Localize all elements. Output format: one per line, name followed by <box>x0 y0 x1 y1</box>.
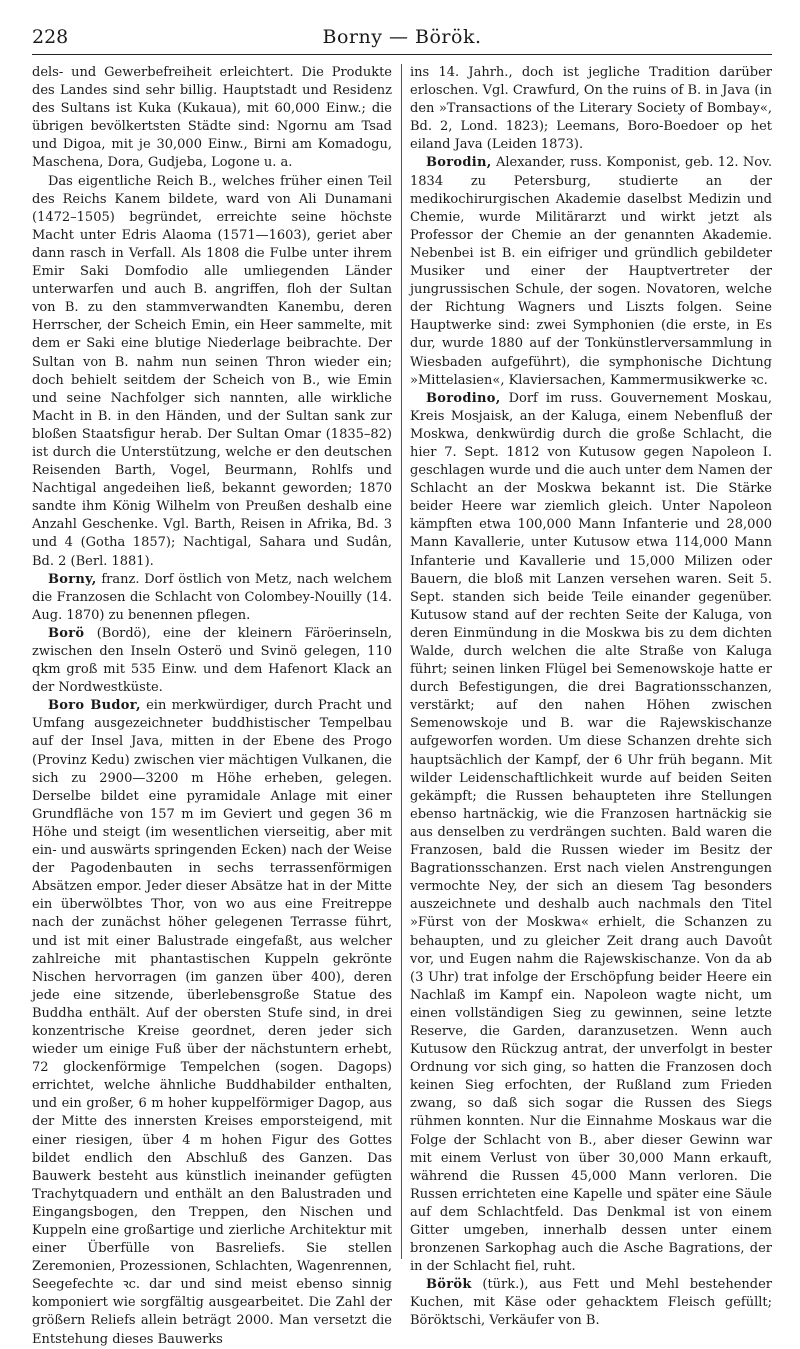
paragraph-history: Das eigentliche Reich B., welches früher einen Teil des Reichs Kanem bildete, ward von Ali Dunamani (1472–1505) begründet, erreichte seine höchste Macht unter Edris Alaoma (1571—1603), geriet aber dann rasch in Verfall. Als 1808 die Fulbe unter ihrem Emir Saki Domfodio alle umliegenden Länder unterwarfen und auch B. angriffen, floh der Sultan von B. zu den stammverwandten Kanembu, deren Herrscher, der Scheich Emin, ein Heer sammelte, mit dem er Saki eine blutige Niederlage beibrachte. Der Sultan von B. nahm nun seinen Thron wieder ein; doch behielt seitdem der Scheich von B., wie Emin und seine Nachfolger sich nannten, alle wirkliche Macht in B. in den Händen, und der Sultan sank zur bloßen Staatsfigur herab. Der Sultan Omar (1835–82) ist durch die Unterstützung, welche er den deutschen Reisenden Barth, Vogel, Beurmann, Rohlfs und Nachtigal angedeihen ließ, bekannt geworden; 1870 sandte ihm König Wilhelm von Preußen deshalb eine Anzahl Geschenke. Vgl. Barth, Reisen in Afrika, Bd. 3 und 4 (Gotha 1857); Nachtigal, Sahara und Sudân, Bd. 2 (Berl. 1881). <box>32 173 392 569</box>
entry-headword: Boro Budor, <box>48 698 141 714</box>
entry-boeroek <box>410 1276 772 1330</box>
column-divider <box>401 64 402 1259</box>
entry-headword: Borodin, <box>426 155 492 171</box>
entry-boro-budor <box>32 697 392 1348</box>
entry-boroe <box>32 625 392 697</box>
entry-body: Dorf im russ. Gouvernement Moskau, Kreis Mosjaisk, an der Kaluga, einem Nebenfluß der Moskwa, denkwürdig durch die große Schlacht, die hier 7. Sept. 1812 von Kutusow gegen Napoleon I. geschlagen wurde und die auch unter dem Namen der Schlacht an der Moskwa bekannt ist. Die Stärke beider Heere war ziemlich gleich. Unter Napoleon kämpften etwa 100,000 Mann Infanterie und 28,000 Mann Kavallerie, unter Kutusow etwa 114,000 Mann Infanterie und Kavallerie und 15,000 Milizen oder Bauern, die bloß mit Lanzen versehen waren. Seit 5. Sept. standen sich beide Teile einander gegenüber. Kutusow stand auf der rechten Seite der Kaluga, von deren Einmündung in die Moskwa bis zu dem dichten Walde, durch welchen die alte Straße von Kaluga führt; seinen linken Flügel bei Semenowskoje hatte er durch Befestigungen, die drei Bagrationsschanzen, verstärkt; auf den nahen Höhen zwischen Semenowskoje und B. war die Rajewskischanze aufgeworfen worden. Um diese Schanzen drehte sich hauptsächlich der Kampf, der 6 Uhr früh begann. Mit wilder Leidenschaftlichkeit wurde auf beiden Seiten gekämpft; die Russen behaupteten ihre Stellungen ebenso hartnäckig, wie die Franzosen hartnäckig sie aus denselben zu verdrängen suchten. Bald waren die Franzosen, bald die Russen wieder im Besitz der Bagrationsschanzen. Erst nach vielen Anstrengungen vermochte Ney, der sich an diesem Tag besonders auszeichnete und deshalb auch nachmals den Titel »Fürst von der Moskwa« erhielt, die Schanzen zu behaupten, und zu gleicher Zeit drang auch Davoût vor, und Eugen nahm die Rajewskischanze. Von da ab (3 Uhr) trat infolge der Erschöpfung beider Heere ein Nachlaß im Kampf ein. Napoleon wagte nicht, um einen vollständigen Sieg zu gewinnen, seine letzte Reserve, die Garden, daranzusetzen. Wenn auch Kutusow den Rückzug antrat, der unverfolgt in bester Ordnung vor sich ging, so hatten die Franzosen doch keinen Sieg erfochten, der Rußland zum Frieden zwang, so daß sich sogar die Russen des Siegs rühmen konnten. Nur die Einnahme Moskaus war die Folge der Schlacht von B., aber dieser Gewinn war mit einem Verlust von über 30,000 Mann erkauft, während die Russen 45,000 Mann verloren. Die Russen errichteten eine Kapelle und später eine Säule auf dem Schlachtfeld. Das Denkmal ist von einem Gitter umgeben, innerhalb dessen unter einem bronzenen Sarkophag auch die Asche Bagrations, der in der Schlacht fiel, ruht. <box>410 390 772 1275</box>
paragraph-continuation: dels- und Gewerbefreiheit erleichtert. Die Produkte des Landes sind sehr billig. Hauptstadt und Residenz des Sultans ist Kuka (Kukaua), mit 60,000 Einw.; die übrigen bevölkertsten Städte sind: Ngornu am Tsad und Digoa, mit je 30,000 Einw., Birni am Komadogu, Maschena, Dora, Gudjeba, Logone u. a. <box>32 65 392 171</box>
page-number: 228 <box>32 26 69 48</box>
entry-headword: Borny, <box>48 571 97 587</box>
entry-headword: Borö <box>48 625 85 641</box>
left-column <box>32 64 393 1347</box>
paragraph-continuation: ins 14. Jahrh., doch ist jegliche Tradition darüber erloschen. Vgl. Crawfurd, On the ruins of B. in Java (in den »Transactions of the Literary Society of Bombay«, Bd. 2, Lond. 1823); Leemans, Boro-Boedoer op het eiland Java (Leiden 1873). <box>410 65 772 153</box>
entry-body: (Bordö), eine der kleinern Färöerinseln, zwischen den Inseln Osterö und Svinö gelegen, 110 qkm groß mit 535 Einw. und dem Hafenort Klack an der Nordwestküste. <box>32 625 392 696</box>
entry-borodino <box>410 390 772 1277</box>
page-header <box>32 24 772 55</box>
entry-body: Alexander, russ. Komponist, geb. 12. Nov. 1834 zu Petersburg, studierte an der medikochirurgischen Akademie daselbst Medizin und Chemie, wurde Militärarzt und wirkt jetzt als Professor der Chemie an der genannten Akademie. Nebenbei ist B. ein eifriger und gründlich gebildeter Musiker und einer der Hauptvertreter der jungrussischen Schule, der sogen. Novatoren, welche der Richtung Wagners und Liszts folgen. Seine Hauptwerke sind: zwei Symphonien (die erste, in Es dur, wurde 1880 auf der Tonkünstlerversammlung in Wiesbaden aufgeführt), die symphonische Dichtung »Mittelasien«, Klaviersachen, Kammermusikwerke ꝛc. <box>410 155 772 388</box>
entry-body: ein merkwürdiger, durch Pracht und Umfang ausgezeichneter buddhistischer Tempelbau auf der Insel Java, mitten in der Ebene des Progo (Provinz Kedu) zwischen vier mächtigen Vulkanen, die sich zu 2900—3200 m Höhe erheben, gelegen. Derselbe bildet eine pyramidale Anlage mit einer Grundfläche von 157 m im Geviert und gegen 36 m Höhe und steigt (im wesentlichen vierseitig, aber mit ein- und auswärts springenden Ecken) nach der Weise der Pagodenbauten in sechs terrassenförmigen Absätzen empor. Jeder dieser Absätze hat in der Mitte ein überwölbtes Thor, von wo aus eine Freitreppe nach der zunächst höher gelegenen Terrasse führt, und ist mit einer Balustrade eingefaßt, aus welcher zahlreiche mit phantastischen Kuppeln gekrönte Nischen hervorragen (im ganzen über 400), deren jede eine sitzende, überlebensgroße Statue des Buddha enthält. Auf der obersten Stufe sind, in drei konzentrische Kreise geordnet, deren jeder sich wieder um einige Fuß über der nächstuntern erhebt, 72 glockenförmige Tempelchen (sogen. Dagops) errichtet, welche ähnliche Buddhabilder enthalten, und ein großer, 6 m hoher kuppelförmiger Dagop, aus der Mitte des innersten Kreises emporsteigend, mit einer riesigen, über 4 m hohen Figur des Gottes bildet endlich den Abschluß des Ganzen. Das Bauwerk besteht aus künstlich ineinander gefügten Trachytquadern und enthält an den Balustraden und Eingangsbogen, den Treppen, den Nischen und Kuppeln eine großartige und zierliche Architektur mit einer Überfülle von Basreliefs. Sie stellen Zeremonien, Prozessionen, Schlachten, Wagenrennen, Seegefechte ꝛc. dar und sind meist ebenso sinnig komponiert wie sorgfältig ausgearbeitet. Die Zahl der größern Reliefs allein beträgt 2000. Man versetzt die Entstehung dieses Bauwerks <box>32 698 393 1347</box>
right-column <box>410 64 772 1329</box>
entry-headword: Börök <box>426 1277 472 1293</box>
running-title: Borny — Börök. <box>322 26 482 48</box>
entry-body: (türk.), aus Fett und Mehl bestehender Kuchen, mit Käse oder gehacktem Fleisch gefüllt; Böröktschi, Verkäufer von B. <box>410 1277 772 1329</box>
entry-borodin <box>410 154 772 389</box>
entry-headword: Borodino, <box>426 390 501 406</box>
entry-body: franz. Dorf östlich von Metz, nach welchem die Franzosen die Schlacht von Colombey-Nouilly (14. Aug. 1870) zu benennen pflegen. <box>32 571 392 623</box>
entry-borny <box>32 571 392 625</box>
